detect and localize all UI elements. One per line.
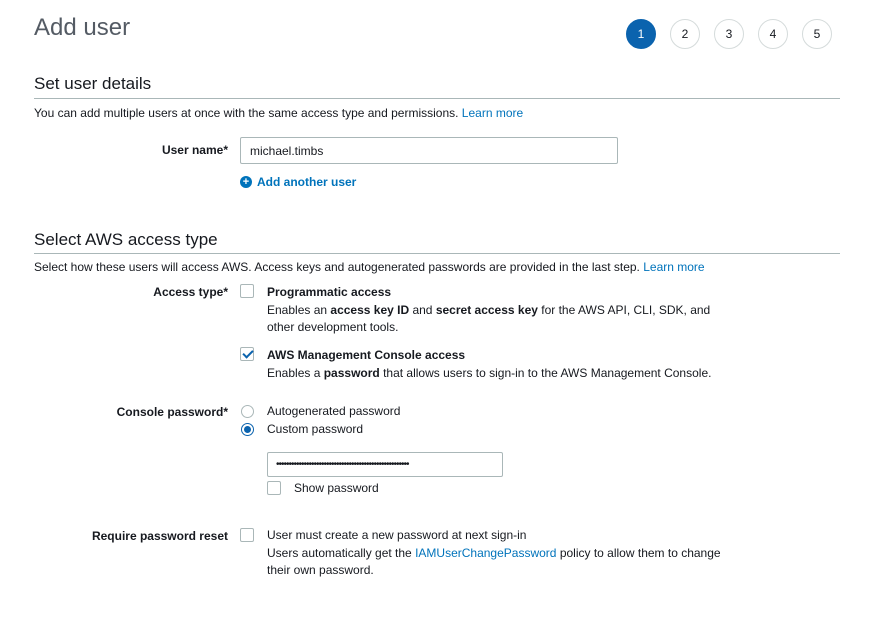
- iam-user-change-password-link[interactable]: IAMUserChangePassword: [415, 546, 557, 560]
- user-name-input[interactable]: [240, 137, 618, 164]
- password-reset-label: Require password reset: [91, 529, 228, 543]
- add-another-user-button[interactable]: [240, 175, 356, 189]
- custom-password-label: Custom password: [267, 422, 364, 436]
- step-3[interactable]: 3: [714, 19, 744, 49]
- step-5[interactable]: 5: [802, 19, 832, 49]
- user-name-label: User name*: [161, 143, 228, 157]
- custom-password-input[interactable]: •••••••••••••••••••••••••••••••••••••••••••••••••••••: [267, 452, 503, 477]
- section-divider: [34, 98, 840, 99]
- plus-circle-icon: +: [240, 176, 252, 188]
- step-4[interactable]: 4: [758, 19, 788, 49]
- description-text: Select how these users will access AWS. Access keys and autogenerated passwords are provided in the last step.: [34, 260, 640, 274]
- programmatic-access-checkbox[interactable]: [240, 284, 254, 298]
- learn-more-link[interactable]: Learn more: [461, 106, 524, 120]
- wizard-steps: [626, 19, 832, 49]
- section-title-user-details: Set user details: [34, 74, 152, 93]
- add-another-user-label: Add another user: [257, 175, 357, 189]
- section-divider: [34, 253, 840, 254]
- show-password-label: Show password: [294, 481, 379, 495]
- autogenerated-password-radio[interactable]: [241, 405, 254, 418]
- autogenerated-password-label: Autogenerated password: [267, 404, 401, 418]
- password-reset-title: User must create a new password at next sign-in: [267, 528, 527, 542]
- access-type-label: Access type*: [153, 285, 228, 299]
- console-access-title: AWS Management Console access: [267, 348, 466, 362]
- password-reset-description: Users automatically get the IAMUserChangePassword policy to allow them to change their own password.: [267, 546, 721, 577]
- show-password-checkbox[interactable]: [267, 481, 281, 495]
- password-reset-checkbox[interactable]: [240, 528, 254, 542]
- section-title-access-type: Select AWS access type: [34, 230, 218, 249]
- programmatic-access-description: Enables an access key ID and secret access key for the AWS API, CLI, SDK, and other development tools.: [267, 303, 711, 334]
- console-password-label: Console password*: [116, 405, 228, 419]
- step-1[interactable]: 1: [626, 19, 656, 49]
- console-access-description: Enables a password that allows users to sign-in to the AWS Management Console.: [267, 366, 712, 380]
- custom-password-radio[interactable]: [241, 423, 254, 436]
- console-access-checkbox[interactable]: [240, 347, 254, 361]
- programmatic-access-title: Programmatic access: [267, 285, 392, 299]
- learn-more-link[interactable]: Learn more: [643, 260, 705, 274]
- user-details-description: [34, 106, 523, 120]
- page-title: Add user: [34, 14, 131, 41]
- access-type-description: [34, 260, 705, 274]
- description-text: You can add multiple users at once with the same access type and permissions.: [34, 106, 459, 120]
- step-2[interactable]: 2: [670, 19, 700, 49]
